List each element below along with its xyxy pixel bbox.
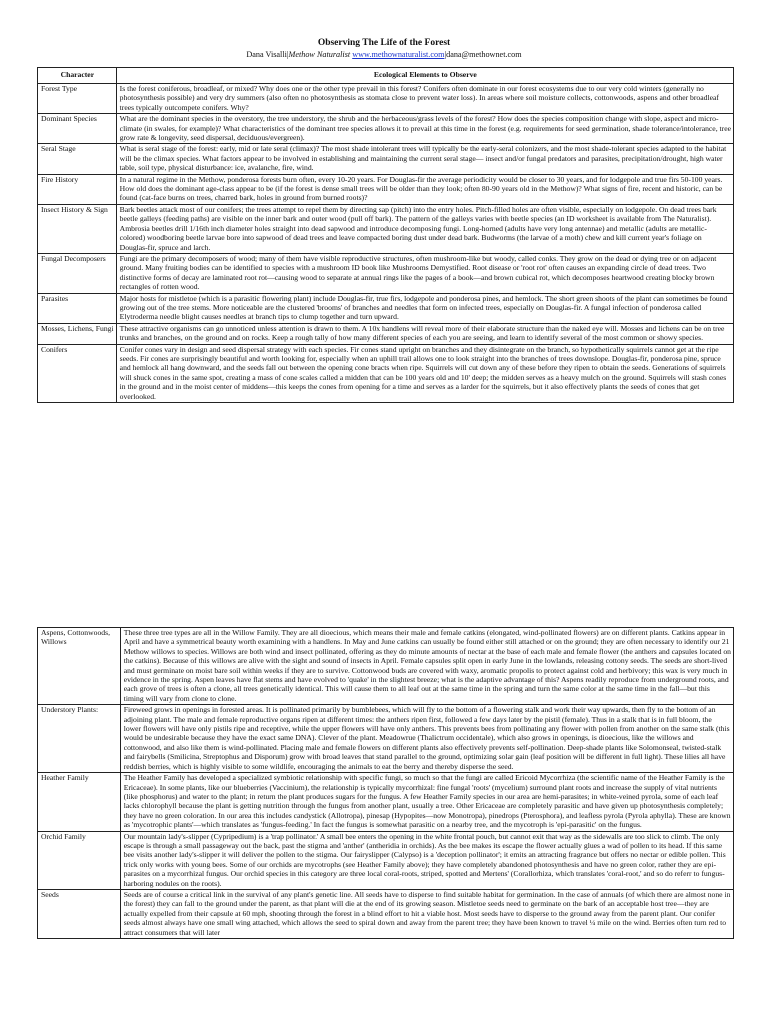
row-description: These three tree types are all in the Willow Family. They are all dioecious, which means their male and female catkins (elongated, wind-pollinated flowers) are on different plants. Catkins appear in April and have a symmetrical beauty worth examining with a handlens. In May and June catkins can usually be found either still attached or on the ground; they are often necessary to identify our 21 Methow willows to species. Willows are both wind and insect pollinated, offering as they do minute amounts of nectar at the base of each male and female flower (the anthers and capsules located on the catkins). Because of this willows are alive with the sight and sound of insects in April. Female capsules split open in early June in the lowlands, releasing cottony seeds. The seeds are short-lived and must germinate on moist bare soil within weeks if they are to survive. Cottonwood buds are covered with waxy, aromatic propolis to protect against cold and herbivory; this wax is very much in evidence in the spring. Aspen leaves have flat stems and have evolved to 'quake' in the slightest breeze; what is the adaptive advantage of this? Aspens readily reproduce from underground roots, and each grove of trees is often a clone, all trees genetically identical. This will cause them to all leaf out at the same time in the spring and turn the same color at the same time in the fall—but this timing will vary from clone to clone. bbox=[120, 628, 733, 705]
website-link[interactable]: www.methownaturalist.com bbox=[352, 50, 445, 59]
row-label: Fungal Decomposers bbox=[38, 253, 117, 293]
row-description: The Heather Family has developed a specialized symbiotic relationship with specific fungi, so much so that the fungi are called Ericoid Mycorrhiza (the scientific name of the Heather Family is the Ericaceae). In some plants, like our blueberries (Vaccinium), the relationship is typically mycorrhizal: fine fungal 'roots' (mycelium) surround plant roots and increase the supply of vital nutrients (like phosphorus) and water to the plant; in return the plant produces sugars for the fungus. A few Heather Family species in our area are hemi-parasites; in white-veined pyrola, some of each leaf lacks chlorophyll because the plant is getting nutrition through the fungus from another plant, usually a tree. Other Ericaceae are completely parasitic and have given up photosynthesis completely; they have no green coloration. In our area this includes candystick (Allotropa), pinesap (Hypopites—now Monotropa), pinedrops (Pterosphora), and leafless pyrola (Pyrola aphylla). These are known as 'mycotrophic plants'—which translates as 'fungus-feeding.' In fact the fungus is somewhat parasitic on a nearby tree, and the mycotroph is 'epi-parasitic' on the fungus. bbox=[120, 773, 733, 831]
organization-name: Methow Naturalist bbox=[288, 50, 351, 59]
table-row bbox=[38, 831, 734, 889]
row-label: Forest Type bbox=[38, 84, 117, 114]
row-label: Heather Family bbox=[38, 773, 121, 831]
row-description: What is seral stage of the forest: early, mid or late seral (climax)? The most shade intolerant trees will typically be the early-seral colonizers, and the most shade-tolerant species adapted to the habitat will be the climax species. What factors appear to be involved in establishing and maintaining the current seral stage— insect and/or fungal predators and parasites, precipitation/drought, high water table, soil type, physical disturbance: ice, avalanche, fire, wind. bbox=[116, 144, 733, 174]
row-label: Aspens, Cottonwoods, Willows bbox=[38, 628, 121, 705]
table-row bbox=[38, 253, 734, 293]
row-label: Seeds bbox=[38, 889, 121, 938]
row-description: Seeds are of course a critical link in the survival of any plant's genetic line. All seeds have to disperse to find suitable habitat for germination. In the case of annuals (of which there are almost none in the forest) they can fall to the ground under the parent, as that plant will die at the end of its growing season. Mistletoe seeds need to germinate on the bark of an acceptable host tree—they are actually expelled from their capsule at 60 mph, shooting through the forest in a blind effort to hit a viable host. Most seeds have to disperse to the ground away from the parent plant. Our conifer seeds almost always have one small wing attached, which allows the seed to spiral down and away from the parent tree; they have been known to travel ¼ mile on the wind. Berries often turn red to attract consumers that will later bbox=[120, 889, 733, 938]
row-label: Seral Stage bbox=[38, 144, 117, 174]
table-row bbox=[38, 889, 734, 938]
row-label: Orchid Family bbox=[38, 831, 121, 889]
table-row bbox=[38, 204, 734, 253]
row-description: These attractive organisms can go unnoticed unless attention is drawn to them. A 10x handlens will reveal more of their elaborate structure than the naked eye will. Mosses and lichens can be on tree trunks and branches, on the ground and on rocks. Keep a rough tally of how many different species of each you are seeing, and learn to identify several of the most common or showy species. bbox=[116, 323, 733, 344]
row-description: Fireweed grows in openings in forested areas. It is pollinated primarily by bumblebees, which will fly to the bottom of a flowering stalk and work their way upwards, then fly to the bottom of an adjoining plant. The male and female reproductive organs ripen at different times: the anthers ripen first, followed a few days later by the pistil (female). Thus in a stalk that is in full bloom, the lower flowers will have only pistils ripe and receptive, while the upper flowers will have only anthers. This prevents bees from pollinating any flower with pollen from another on the same stalk (this would be undesirable because they have the exact same DNA). Clever of the plant. Meadowrue (Thalictrum occidentale), which also grows in openings, is dioecious, like the willows and cottonwood, and also like them is wind-pollinated. Placing male and female flowers on different plants also effectively prevents self-pollination. Deep-shade plants like Solomonseal, twisted-stalk and fairybells (Smilicina, Streptophus and Disporum) grow with broad leaves that stand parallel to the ground, optimizing solar gain (leaf position will be different in full light). These lilies all have reddish berries, which is highly visible to some wildlife, encouraging the animals to eat the berry and thereby disperse the seed. bbox=[120, 705, 733, 773]
ecology-table-page2 bbox=[37, 627, 734, 939]
table-row bbox=[38, 293, 734, 323]
table-row bbox=[38, 84, 734, 114]
table-row bbox=[38, 174, 734, 204]
table-header-row bbox=[38, 68, 734, 84]
column-header-elements: Ecological Elements to Observe bbox=[116, 68, 733, 84]
row-label: Understory Plants: bbox=[38, 705, 121, 773]
table-row bbox=[38, 628, 734, 705]
row-description: In a natural regime in the Methow, ponderosa forests burn often, every 10-20 years. For Douglas-fir the average periodicity would be closer to 30 years, and for lodgepole and true firs 50-100 years. How old does the dominant age-class appear to be (if the forest is dense small trees will be older than they look; often 80-90 years old in the Methow)? What signs of fire, recent and historic, can be found (cat-face burns on trees, charred bark, holes in ground from burned roots)? bbox=[116, 174, 733, 204]
row-description: Bark beetles attack most of our conifers; the trees attempt to repel them by directing sap (pitch) into the entry holes. Pitch-filled holes are often visible, especially on lodgepole. On dead trees bark beetle galleys (feeding paths) are visible on the inner bark and outer wood (pull off bark). The pattern of the galleys varies with beetle species (an ID worksheet is available from The Naturalist). Ambrosia beetles drill 1/16th inch diameter holes straight into dead sapwood and introduce decomposing fungi. Long-horned (adults have very long antennae) and metallic (adults are metallic-colored) woodboring beetle larvae bore into sapwood of dead trees and leave compacted boring dust under dead bark. Budworms (the larvae of a moth) chew and kill current year's foliage on Douglas-fir, spruce and larch. bbox=[116, 204, 733, 253]
ecology-table-page1 bbox=[37, 67, 734, 403]
row-label: Conifers bbox=[38, 344, 117, 402]
row-description: Fungi are the primary decomposers of wood; many of them have visible reproductive structures, often mushroom-like but woody, called conks. They grow on the dead or dying tree or on adjacent ground. Many fruiting bodies can be identified to species with a mushroom ID book like Mushrooms Demystified. Root disease or 'root rot' often causes an expanding circle of dead trees. Two distinctive forms of decay are laminated root rot—causing wood to separate at annual rings like the pages of a book—and brown cubical rot, which decomposes heartwood creating blocky brown rectangles of rotten wood. bbox=[116, 253, 733, 293]
table-row bbox=[38, 323, 734, 344]
row-label: Mosses, Lichens, Fungi bbox=[38, 323, 117, 344]
row-description: Our mountain lady's-slipper (Cypripedium) is a 'trap pollinator.' A small bee enters the opening in the white frontal pouch, but cannot exit that way as the sidewalls are too slick to climb. The only escape is through a small passageway out the back, past the stigma and 'anther' (antheridia in orchids). As the bee makes its escape the flower actually glues a wad of pollen to its head. If this same bee visits another lady's-slipper it will deliver the pollen to the stigma. Our fairyslipper (Calypso) is a 'deception pollinator'; it emits an attracting fragrance but offers no nectar or edible pollen. This trick only works with young bees. Some of our orchids are mycotrophs (see Heather Family above); they have completely abandoned photosynthesis and have no green color, rather they are epi-parasites on a mycorrhizal fungus. Our orchid species in this category are three local coral-roots, striped, spotted and Mertens' (Corallorhiza, which translates 'coral-root,' and so do referr to fungus-harboring nodules on the roots). bbox=[120, 831, 733, 889]
table-row bbox=[38, 144, 734, 174]
row-label: Dominant Species bbox=[38, 114, 117, 144]
table-row bbox=[38, 344, 734, 402]
row-description: Conifer cones vary in design and seed dispersal strategy with each species. Fir cones stand upright on branches and they disintegrate on the branch, so hypothetically squirrels cannot get at the ripe seeds. Fir cones are surprisingly beautiful and worth looking for, especially when an uphill trail allows one to look straight into the branches of trees downslope. Douglas-fir, ponderosa pine, spruce and hemlock all hang downward, and the seeds fall out between the opening cone bracts when ripe. Squirrels will cut down any of these before they ripen to obtain the seeds. Generations of squirrels will shuck cones in the same spot, creating a mass of cone scales called a midden that can be 100 years old and 10' deep; the midden serves as a heavy mulch on the ground. Squirrels will stash cones in the ground and in the moist center of middens—this keeps the cones from opening for a time and serves as a larder for the squirrels, but it also effectively plants the seeds of cones that get overlooked. bbox=[116, 344, 733, 402]
row-label: Parasites bbox=[38, 293, 117, 323]
email-address: dana@methownet.com bbox=[446, 50, 522, 59]
row-label: Fire History bbox=[38, 174, 117, 204]
row-description: Major hosts for mistletoe (which is a parasitic flowering plant) include Douglas-fir, true firs, lodgepole and ponderosa pines, and hemlock. The short green shoots of the plant can sometimes be found growing out of the tree stems. More noticeable are the clustered 'brooms' of branches and needles that form on infected trees, especially on Douglas-fir. A fungal infection of ponderosa called Elytroderma needle blight causes needles at branch tips to clump together and turn upward. bbox=[116, 293, 733, 323]
row-description: Is the forest coniferous, broadleaf, or mixed? Why does one or the other type prevail in this forest? Conifers often dominate in our forest ecosystems due to our very cold winters (generally no photosynthesis possible) and very dry summers (also often no photosynthesis as stomata close to prevent water loss). In areas where soil moisture collects, cottonwoods, aspens and other broadleaf trees typically outcompete conifers. Why? bbox=[116, 84, 733, 114]
document-header bbox=[0, 38, 768, 60]
table-row bbox=[38, 114, 734, 144]
row-label: Insect History & Sign bbox=[38, 204, 117, 253]
row-description: What are the dominant species in the overstory, the tree understory, the shrub and the herbaceous/grass levels of the forest? How does the species composition change with slope, aspect and micro-climate (in swales, for example)? What characteristics of the dominant tree species allows it to prevail at this time in the forest (e.g. requirements for seed germination, shade tolerance/intolerance, tree grow rate & longevity, seed dispersal, deciduous/evergreen). bbox=[116, 114, 733, 144]
table-row bbox=[38, 705, 734, 773]
document-title: Observing The Life of the Forest bbox=[317, 38, 451, 48]
author-name: Dana Visalli bbox=[246, 50, 287, 59]
table-row bbox=[38, 773, 734, 831]
byline: Dana Visalli|Methow Naturalist www.methownaturalist.com|dana@methownet.com bbox=[246, 50, 522, 59]
column-header-character: Character bbox=[38, 68, 117, 84]
